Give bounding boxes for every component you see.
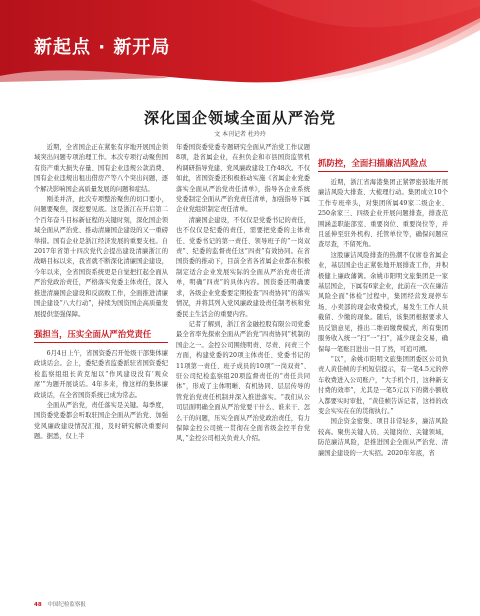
paragraph: “以”，余姚市阳明文旅集团团委区公司负责人黄佳帧的手机短信提示，有一笔4.5元的停车收费进入公司账户，“大手机个月，这种新支付费的效率”，尤其是一笔5元以下的微小额收入都要实时审批，“黄佳帧告诉记者，这样的改变会实实在在的贯彻执行。” xyxy=(318,355,448,415)
article-byline: 文 本刊记者 杜玲玲 xyxy=(214,131,266,138)
text-column-2 xyxy=(176,143,310,599)
paragraph: 国企资金密集、项目非常轻多，廉洁风险较高。聚焦关键人员、关键岗位、关键领域，防范廉洁风险，是推进国企全面从严治党、清廉国企建设的一大实招。2020年年底，省 xyxy=(318,418,448,457)
heading-rule xyxy=(318,171,448,172)
paragraph: 刚柔并济，此次专项整治聚焦的切口要小，问题要聚焦，深挖要见底。这是浙江在开启第二个百年奋斗目标新征程的关键时刻，深化国企领域全面从严治党、推动清廉国企建设的又一重磅举措。国有企业是浙江经济发展的重要支柱。自2017年省第十四次党代会提出建设清廉浙江的战略目标以来，我省就不断深化清廉国企建设，今年以来，全省国资系统更是自觉把扛起全面从严治党政治责任，严格落实党委主体责任，深入推进清廉国企建设和反腐败工作，全面推进清廉国企建设“八大行动”，持续为国资国企高质量发展提供坚强保障。 xyxy=(34,196,168,318)
paragraph: 6月4日上午，省国资委召开处级干部集体廉政谈话会。会上，委纪委省监委派驻省国资委纪检监察组组长黄克旭以“作风建设没有‘观众席’”为题开展谈话。4年多来，像这样的集体廉政谈话，在全省国资系统已成为常态。 xyxy=(34,349,168,399)
paragraph: 记者了解到，浙江省金融控股有限公司党委最全省率先探索全面从严治党“四责协同”机制的国企之一。金控公司围绕明责、尽责、问责三个方面，构建党委的20项主体责任、党委书记的11项第一责任、班子成员的10项“一岗双责”、驻公司纪检监察组20项监督责任的“责任共同体”，形成了主体明晰、有机协同、层层传导的管党治党责任机制并深入推进落实。“我们从公司层面明确全面从严治党要干什么、谁来干、怎么干的问题，压实全面从严治党政治责任，有力保障金控公司统一贯彻在全面省级金控平台党风，”金控公司相关负责人介绍。 xyxy=(176,320,310,443)
section-heading-text: 强担当，压实全面从严治党责任 xyxy=(34,328,152,339)
section-heading xyxy=(34,328,168,343)
article-title: 深化国企领域全面从严治党 xyxy=(143,109,336,127)
magazine-name: 中国纪检监察报 xyxy=(47,602,86,608)
page-number: 48 xyxy=(34,602,42,608)
section-heading-text: 抓防控，全面扫描廉洁风险点 xyxy=(318,158,427,168)
paragraph: 全面从严治党，责任落实是关键。每季度，国资委党委都会听取驻国企全面从严治党、加强党风廉政建设情况汇报，及时研究解决重要问题。据悉，仅上半 xyxy=(34,401,168,441)
section-heading xyxy=(318,157,448,172)
text-column-3 xyxy=(318,143,448,599)
paragraph: 年委国资委党委专题研究全面从严治党工作议题8项，赴省属企业，在担负企和市县国资监管机构调研指导党建、党风廉政建设工作48次。不仅如此，省国资委还积极推动实施《省属企业党委落实全面从严治党责任清单》，指导各企业系统党委制定全面从严治党责任清单，加强指导下属企业党组织制定责任清单。 xyxy=(176,144,310,214)
page-footer xyxy=(34,600,86,608)
paragraph: 这股廉洁风险排查的热潮不仅席卷省属企业，基层国企也正紧张地开展排查工作，并积极健上廉政藩篱。余姚市阳明文旅集团是一家基层国企，下属有6家企业，此前在一次在廉洁风险全面“体检”过程中，集团经营发现停车场、小卖部的现金收费模式，易发生工作人员截留、少缴的现象。随后，该集团根据要求人员反馈意见，推出二维码缴费模式，所有集团服务收入统一“扫”一“扫”，减少现金交易，确保每一笔账目进出一目了然，可追可溯。 xyxy=(318,251,448,353)
text-column-1 xyxy=(34,143,168,599)
paragraph: 清廉国企建设，不仅仅是党委书记的责任，也不仅仅是纪委的责任，需要把党委的主体责任、党委书记的第一责任、领导班子的“一岗双责”、纪委的监督责任这“四责”有效协同。在省国资委的推动下，目前全省各省属企业都在积极制定适合企业发展实际的全面从严治党责任清单，明确“四责”的具体内容。国资委还明确要求，各级企业党委要定期检查“四责协同”的落实情况，并将其列入党风廉政建设责任制考核和党委民主生活会的重要内容。 xyxy=(176,216,310,318)
heading-rule xyxy=(34,342,168,343)
header-banner xyxy=(0,0,480,92)
paragraph: 近期，全省国企正在紧张有序地开展国企领域突出问题专项治理工作。本次专项行动聚焦国有资产重大损失存量、国有企业违规公款消费、国有企业违规出租出借房产等八个突出问题，逐个解决影响国企高质量发展的问题和症结。 xyxy=(34,144,168,193)
paragraph: 近期，浙江省海港集团正紧锣密鼓地开展廉洁风险大排查、大梳理行动。集团成立10个工作专班牵头，对集团所属49家二级企业、250余家三、四级企业开展问题排查，排查范围涵盖职能部室、重要岗位、重要岗位等，并且延伸至驻外机构、托管单位等，确保问题应查尽查，不留死角。 xyxy=(318,179,448,249)
column-title: 新起点 · 新开局 xyxy=(34,37,171,58)
